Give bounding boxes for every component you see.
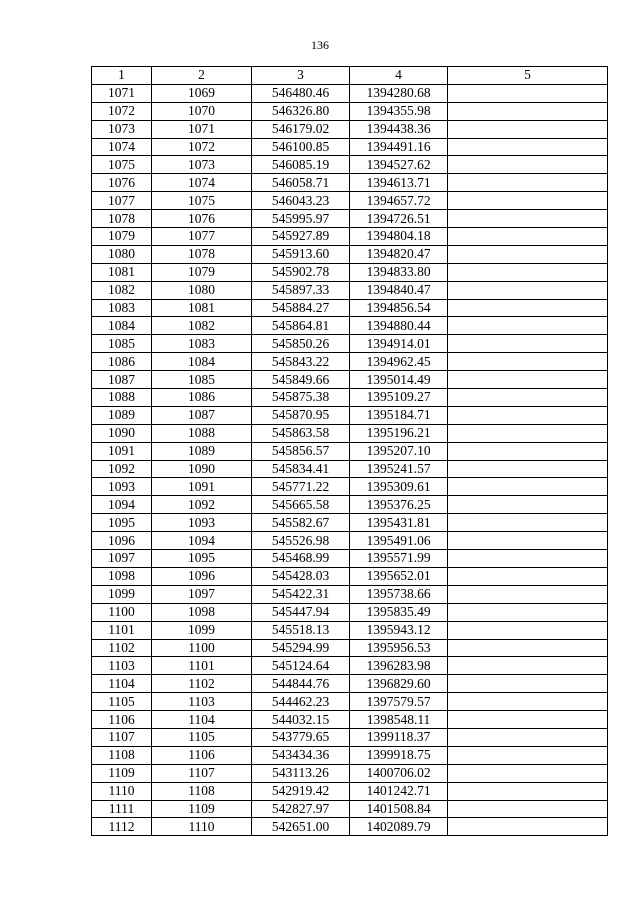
table-cell-col-4: 1395241.57: [350, 460, 448, 478]
table-cell-col-1: 1092: [92, 460, 152, 478]
table-cell-col-4: 1397579.57: [350, 693, 448, 711]
table-cell-col-1: 1110: [92, 782, 152, 800]
table-cell-col-1: 1096: [92, 532, 152, 550]
table-cell-col-1: 1091: [92, 442, 152, 460]
table-cell-col-3: 546100.85: [252, 138, 350, 156]
table-row: [92, 138, 608, 156]
table-cell-col-3: 545843.22: [252, 353, 350, 371]
table-cell-col-5: [448, 728, 608, 746]
table-cell-col-5: [448, 245, 608, 263]
table-cell-col-5: [448, 174, 608, 192]
table-cell-col-3: 545422.31: [252, 585, 350, 603]
table-row: [92, 746, 608, 764]
table-cell-col-1: 1075: [92, 156, 152, 174]
table-cell-col-4: 1395196.21: [350, 424, 448, 442]
table-cell-col-4: 1401508.84: [350, 800, 448, 818]
table-cell-col-2: 1097: [152, 585, 252, 603]
table-cell-col-3: 545428.03: [252, 567, 350, 585]
table-cell-col-1: 1081: [92, 263, 152, 281]
table-cell-col-5: [448, 693, 608, 711]
header-col-1: 1: [92, 67, 152, 85]
table-cell-col-1: 1097: [92, 550, 152, 568]
table-row: [92, 621, 608, 639]
table-row: [92, 299, 608, 317]
table-cell-col-5: [448, 585, 608, 603]
table-row: [92, 532, 608, 550]
table-cell-col-1: 1072: [92, 102, 152, 120]
table-cell-col-1: 1105: [92, 693, 152, 711]
table-cell-col-2: 1076: [152, 210, 252, 228]
table-row: [92, 603, 608, 621]
table-cell-col-3: 545582.67: [252, 514, 350, 532]
table-cell-col-5: [448, 550, 608, 568]
table-cell-col-4: 1396283.98: [350, 657, 448, 675]
table-cell-col-4: 1394613.71: [350, 174, 448, 192]
table-cell-col-2: 1093: [152, 514, 252, 532]
table-row: [92, 192, 608, 210]
table-cell-col-1: 1088: [92, 389, 152, 407]
table-cell-col-3: 545124.64: [252, 657, 350, 675]
table-cell-col-1: 1077: [92, 192, 152, 210]
table-row: [92, 281, 608, 299]
table-cell-col-4: 1398548.11: [350, 711, 448, 729]
table-cell-col-1: 1084: [92, 317, 152, 335]
table-cell-col-5: [448, 514, 608, 532]
table-cell-col-5: [448, 210, 608, 228]
table-row: [92, 263, 608, 281]
table-cell-col-5: [448, 800, 608, 818]
table-cell-col-2: 1088: [152, 424, 252, 442]
table-row: [92, 639, 608, 657]
table-row: [92, 102, 608, 120]
table-cell-col-4: 1395652.01: [350, 567, 448, 585]
table-cell-col-4: 1395376.25: [350, 496, 448, 514]
table-cell-col-4: 1395956.53: [350, 639, 448, 657]
table-row: [92, 728, 608, 746]
table-row: [92, 156, 608, 174]
table-cell-col-2: 1085: [152, 371, 252, 389]
table-cell-col-2: 1108: [152, 782, 252, 800]
table-cell-col-3: 542827.97: [252, 800, 350, 818]
table-cell-col-1: 1076: [92, 174, 152, 192]
table-cell-col-5: [448, 496, 608, 514]
table-cell-col-2: 1077: [152, 228, 252, 246]
table-cell-col-2: 1080: [152, 281, 252, 299]
table-row: [92, 389, 608, 407]
table-cell-col-3: 546480.46: [252, 84, 350, 102]
table-cell-col-3: 545913.60: [252, 245, 350, 263]
table-cell-col-1: 1090: [92, 424, 152, 442]
coordinates-table: [91, 66, 608, 836]
table-row: [92, 84, 608, 102]
table-cell-col-3: 542919.42: [252, 782, 350, 800]
table-cell-col-1: 1111: [92, 800, 152, 818]
table-cell-col-4: 1394962.45: [350, 353, 448, 371]
table-cell-col-5: [448, 603, 608, 621]
table-cell-col-2: 1075: [152, 192, 252, 210]
table-cell-col-5: [448, 460, 608, 478]
table-cell-col-4: 1400706.02: [350, 764, 448, 782]
table-row: [92, 567, 608, 585]
table-cell-col-5: [448, 299, 608, 317]
table-cell-col-1: 1073: [92, 120, 152, 138]
table-body: [92, 84, 608, 835]
table-cell-col-1: 1074: [92, 138, 152, 156]
table-row: [92, 424, 608, 442]
table-cell-col-2: 1070: [152, 102, 252, 120]
table-cell-col-4: 1395431.81: [350, 514, 448, 532]
table-cell-col-3: 544032.15: [252, 711, 350, 729]
table-cell-col-1: 1082: [92, 281, 152, 299]
table-cell-col-5: [448, 353, 608, 371]
table-cell-col-2: 1074: [152, 174, 252, 192]
table-cell-col-2: 1091: [152, 478, 252, 496]
table-cell-col-3: 543434.36: [252, 746, 350, 764]
table-cell-col-1: 1102: [92, 639, 152, 657]
table-cell-col-3: 545902.78: [252, 263, 350, 281]
table-cell-col-5: [448, 639, 608, 657]
table-cell-col-4: 1395184.71: [350, 406, 448, 424]
table-cell-col-2: 1081: [152, 299, 252, 317]
table-cell-col-5: [448, 818, 608, 836]
table-row: [92, 442, 608, 460]
table-cell-col-1: 1078: [92, 210, 152, 228]
table-row: [92, 478, 608, 496]
table-header-row: [92, 67, 608, 85]
table-cell-col-2: 1106: [152, 746, 252, 764]
table-cell-col-1: 1104: [92, 675, 152, 693]
table-cell-col-4: 1394491.16: [350, 138, 448, 156]
table-cell-col-4: 1395014.49: [350, 371, 448, 389]
table-cell-col-5: [448, 478, 608, 496]
table-cell-col-4: 1399918.75: [350, 746, 448, 764]
table-cell-col-4: 1395943.12: [350, 621, 448, 639]
table-cell-col-5: [448, 263, 608, 281]
header-col-4: 4: [350, 67, 448, 85]
table-row: [92, 514, 608, 532]
table-cell-col-2: 1099: [152, 621, 252, 639]
table-cell-col-1: 1100: [92, 603, 152, 621]
table-cell-col-5: [448, 746, 608, 764]
table-cell-col-4: 1394438.36: [350, 120, 448, 138]
table-cell-col-4: 1394280.68: [350, 84, 448, 102]
table-cell-col-4: 1394355.98: [350, 102, 448, 120]
table-row: [92, 800, 608, 818]
table-row: [92, 460, 608, 478]
table-cell-col-4: 1395207.10: [350, 442, 448, 460]
table-cell-col-2: 1082: [152, 317, 252, 335]
table-cell-col-5: [448, 228, 608, 246]
table-cell-col-3: 545849.66: [252, 371, 350, 389]
table-cell-col-2: 1096: [152, 567, 252, 585]
table-cell-col-2: 1086: [152, 389, 252, 407]
table-cell-col-2: 1073: [152, 156, 252, 174]
table-cell-col-2: 1103: [152, 693, 252, 711]
table-cell-col-2: 1110: [152, 818, 252, 836]
table-cell-col-1: 1112: [92, 818, 152, 836]
table-cell-col-2: 1101: [152, 657, 252, 675]
table-cell-col-2: 1102: [152, 675, 252, 693]
table-cell-col-1: 1094: [92, 496, 152, 514]
table-cell-col-3: 545665.58: [252, 496, 350, 514]
table-cell-col-4: 1399118.37: [350, 728, 448, 746]
table-cell-col-4: 1395571.99: [350, 550, 448, 568]
table-row: [92, 120, 608, 138]
table-cell-col-4: 1394657.72: [350, 192, 448, 210]
table-cell-col-3: 545897.33: [252, 281, 350, 299]
table-cell-col-4: 1394833.80: [350, 263, 448, 281]
table-cell-col-1: 1093: [92, 478, 152, 496]
table-cell-col-3: 543779.65: [252, 728, 350, 746]
table-cell-col-3: 546058.71: [252, 174, 350, 192]
table-cell-col-3: 545447.94: [252, 603, 350, 621]
table-cell-col-1: 1087: [92, 371, 152, 389]
table-cell-col-3: 543113.26: [252, 764, 350, 782]
table-cell-col-4: 1395491.06: [350, 532, 448, 550]
table-cell-col-2: 1100: [152, 639, 252, 657]
table-cell-col-5: [448, 442, 608, 460]
table-cell-col-1: 1101: [92, 621, 152, 639]
table-cell-col-5: [448, 782, 608, 800]
table-row: [92, 406, 608, 424]
table-row: [92, 711, 608, 729]
table-row: [92, 174, 608, 192]
table-cell-col-5: [448, 711, 608, 729]
table-cell-col-5: [448, 532, 608, 550]
table-cell-col-1: 1109: [92, 764, 152, 782]
table-cell-col-3: 545518.13: [252, 621, 350, 639]
table-cell-col-2: 1095: [152, 550, 252, 568]
table-row: [92, 782, 608, 800]
table-row: [92, 371, 608, 389]
page-number: 136: [311, 38, 329, 52]
table-row: [92, 764, 608, 782]
table-cell-col-4: 1394914.01: [350, 335, 448, 353]
table-cell-col-1: 1099: [92, 585, 152, 603]
table-cell-col-3: 542651.00: [252, 818, 350, 836]
table-cell-col-1: 1071: [92, 84, 152, 102]
table-cell-col-2: 1089: [152, 442, 252, 460]
table-row: [92, 353, 608, 371]
table-cell-col-3: 546085.19: [252, 156, 350, 174]
table-cell-col-4: 1395309.61: [350, 478, 448, 496]
table-cell-col-1: 1108: [92, 746, 152, 764]
table-cell-col-3: 546043.23: [252, 192, 350, 210]
table-cell-col-2: 1072: [152, 138, 252, 156]
table-row: [92, 335, 608, 353]
table-row: [92, 245, 608, 263]
table-cell-col-2: 1087: [152, 406, 252, 424]
table-cell-col-1: 1085: [92, 335, 152, 353]
table-cell-col-3: 545850.26: [252, 335, 350, 353]
table-cell-col-5: [448, 567, 608, 585]
table-row: [92, 550, 608, 568]
table-cell-col-5: [448, 138, 608, 156]
table-cell-col-3: 545927.89: [252, 228, 350, 246]
table-cell-col-2: 1071: [152, 120, 252, 138]
table-cell-col-3: 545995.97: [252, 210, 350, 228]
table-cell-col-3: 546179.02: [252, 120, 350, 138]
table-cell-col-3: 546326.80: [252, 102, 350, 120]
table-cell-col-4: 1401242.71: [350, 782, 448, 800]
table-cell-col-4: 1394840.47: [350, 281, 448, 299]
table-cell-col-2: 1078: [152, 245, 252, 263]
table-cell-col-3: 545884.27: [252, 299, 350, 317]
table-row: [92, 657, 608, 675]
table-cell-col-4: 1394527.62: [350, 156, 448, 174]
table-cell-col-2: 1084: [152, 353, 252, 371]
table-cell-col-3: 545870.95: [252, 406, 350, 424]
table-cell-col-2: 1092: [152, 496, 252, 514]
table-cell-col-3: 544844.76: [252, 675, 350, 693]
header-col-3: 3: [252, 67, 350, 85]
table-cell-col-1: 1098: [92, 567, 152, 585]
table-cell-col-3: 545864.81: [252, 317, 350, 335]
table-cell-col-3: 545834.41: [252, 460, 350, 478]
table-cell-col-3: 545294.99: [252, 639, 350, 657]
table-cell-col-4: 1394804.18: [350, 228, 448, 246]
table-row: [92, 228, 608, 246]
table-cell-col-4: 1394880.44: [350, 317, 448, 335]
table-cell-col-4: 1394726.51: [350, 210, 448, 228]
table-cell-col-2: 1104: [152, 711, 252, 729]
table-cell-col-5: [448, 102, 608, 120]
table-cell-col-1: 1086: [92, 353, 152, 371]
table-cell-col-4: 1394856.54: [350, 299, 448, 317]
table-cell-col-4: 1396829.60: [350, 675, 448, 693]
table-cell-col-5: [448, 621, 608, 639]
table-cell-col-5: [448, 84, 608, 102]
table-cell-col-5: [448, 764, 608, 782]
table-cell-col-3: 545468.99: [252, 550, 350, 568]
table-cell-col-2: 1094: [152, 532, 252, 550]
table-cell-col-2: 1098: [152, 603, 252, 621]
header-col-5: 5: [448, 67, 608, 85]
table-cell-col-4: 1395109.27: [350, 389, 448, 407]
table-cell-col-3: 545863.58: [252, 424, 350, 442]
table-cell-col-3: 545875.38: [252, 389, 350, 407]
table-cell-col-5: [448, 120, 608, 138]
header-col-2: 2: [152, 67, 252, 85]
table-row: [92, 210, 608, 228]
table-row: [92, 693, 608, 711]
table-cell-col-3: 545856.57: [252, 442, 350, 460]
table-cell-col-2: 1079: [152, 263, 252, 281]
table-cell-col-4: 1395738.66: [350, 585, 448, 603]
table-cell-col-5: [448, 335, 608, 353]
table-cell-col-2: 1107: [152, 764, 252, 782]
table-cell-col-3: 544462.23: [252, 693, 350, 711]
table-cell-col-2: 1090: [152, 460, 252, 478]
table-cell-col-1: 1083: [92, 299, 152, 317]
table-cell-col-5: [448, 389, 608, 407]
table-cell-col-1: 1089: [92, 406, 152, 424]
table-row: [92, 496, 608, 514]
table-row: [92, 675, 608, 693]
table-cell-col-5: [448, 406, 608, 424]
table-cell-col-2: 1105: [152, 728, 252, 746]
table-cell-col-3: 545526.98: [252, 532, 350, 550]
table-cell-col-4: 1402089.79: [350, 818, 448, 836]
table-cell-col-1: 1107: [92, 728, 152, 746]
table-row: [92, 585, 608, 603]
table-cell-col-3: 545771.22: [252, 478, 350, 496]
table-cell-col-2: 1083: [152, 335, 252, 353]
table-cell-col-1: 1079: [92, 228, 152, 246]
table-cell-col-5: [448, 424, 608, 442]
table-cell-col-4: 1394820.47: [350, 245, 448, 263]
table-cell-col-5: [448, 281, 608, 299]
table-row: [92, 818, 608, 836]
table-cell-col-1: 1103: [92, 657, 152, 675]
table-cell-col-1: 1095: [92, 514, 152, 532]
table-cell-col-2: 1069: [152, 84, 252, 102]
table-cell-col-5: [448, 675, 608, 693]
table-cell-col-5: [448, 192, 608, 210]
table-cell-col-5: [448, 156, 608, 174]
table-row: [92, 317, 608, 335]
table-cell-col-5: [448, 371, 608, 389]
table-cell-col-1: 1080: [92, 245, 152, 263]
table-cell-col-5: [448, 657, 608, 675]
table-cell-col-1: 1106: [92, 711, 152, 729]
table-cell-col-4: 1395835.49: [350, 603, 448, 621]
table-cell-col-2: 1109: [152, 800, 252, 818]
table-cell-col-5: [448, 317, 608, 335]
